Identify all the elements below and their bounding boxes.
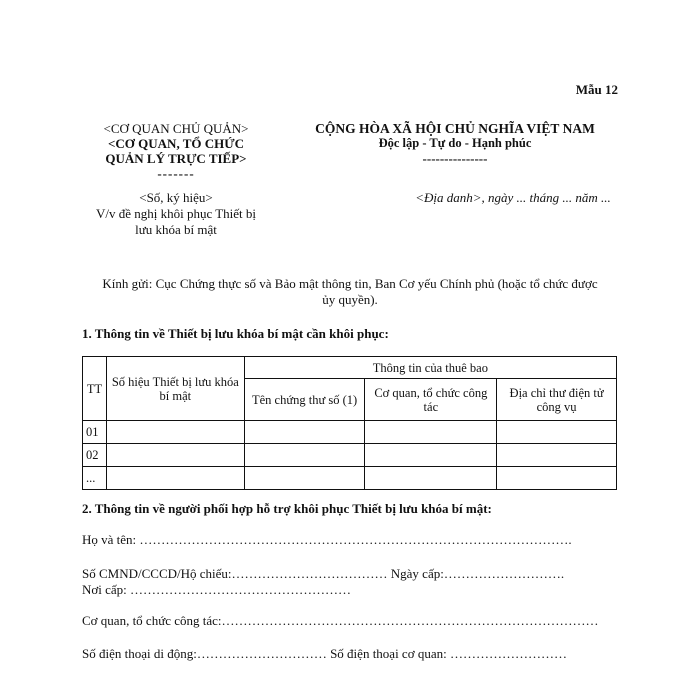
header-tt: TT — [83, 357, 107, 421]
table-cell[interactable] — [365, 444, 497, 467]
governing-agency-header — [84, 121, 268, 181]
organization-field[interactable]: Cơ quan, tổ chức công tác:…………………………………………………………………………… — [82, 613, 599, 628]
full-name-field[interactable]: Họ và tên: ………………………………………………………………………………………. — [82, 532, 572, 547]
table-cell[interactable] — [106, 444, 244, 467]
row-number: 02 — [83, 444, 107, 467]
table-cell[interactable] — [365, 467, 497, 490]
managing-agency-line2: QUẢN LÝ TRỰC TIẾP> — [105, 151, 247, 166]
right-divider: --------------- — [422, 151, 488, 166]
document-number: <Số, ký hiệu> — [139, 190, 213, 205]
table-cell[interactable] — [365, 421, 497, 444]
managing-agency-line1: <CƠ QUAN, TỔ CHỨC — [108, 136, 244, 151]
header-serial-number: Số hiệu Thiết bị lưu khóa bí mật — [106, 357, 244, 421]
left-divider: ------- — [157, 166, 195, 181]
table-row — [83, 444, 617, 467]
table-cell[interactable] — [497, 467, 617, 490]
table-cell[interactable] — [244, 444, 365, 467]
header-email: Địa chỉ thư điện tử công vụ — [497, 379, 617, 421]
table-cell[interactable] — [244, 421, 365, 444]
recipient-block — [84, 276, 616, 308]
table-cell[interactable] — [106, 467, 244, 490]
row-number: ... — [83, 467, 107, 490]
document-code-block — [84, 190, 268, 238]
header-certificate-name: Tên chứng thư số (1) — [244, 379, 365, 421]
national-motto: Độc lập - Tự do - Hạnh phúc — [378, 136, 532, 150]
table-cell[interactable] — [244, 467, 365, 490]
document-subject-line2: lưu khóa bí mật — [135, 222, 217, 237]
header-subscriber-info: Thông tin của thuê bao — [244, 357, 616, 379]
id-number-field[interactable]: Số CMND/CCCD/Hộ chiếu:……………………………… Ngày cấp:………………………. — [82, 566, 565, 581]
table-cell[interactable] — [106, 421, 244, 444]
table-row — [83, 467, 617, 490]
table-cell[interactable] — [497, 421, 617, 444]
recipient-line2: ủy quyền). — [322, 292, 378, 307]
section2-title: 2. Thông tin về người phối hợp hỗ trợ khôi phục Thiết bị lưu khóa bí mật: — [82, 501, 492, 516]
recipient-line1: Kính gửi: Cục Chứng thực số và Bảo mật thông tin, Ban Cơ yếu Chính phủ (hoặc tổ chức được — [102, 276, 598, 291]
header-organization: Cơ quan, tổ chức công tác — [365, 379, 497, 421]
form-number: Mẫu 12 — [575, 82, 618, 97]
row-number: 01 — [83, 421, 107, 444]
national-header — [285, 121, 625, 166]
nation-title: CỘNG HÒA XÃ HỘI CHỦ NGHĨA VIỆT NAM — [315, 121, 595, 136]
phone-numbers-field[interactable]: Số điện thoại di động:………………………… Số điện thoại cơ quan: ……………………… — [82, 646, 567, 661]
table-row — [83, 421, 617, 444]
governing-agency: <CƠ QUAN CHỦ QUẢN> — [103, 121, 249, 136]
issue-place-field[interactable]: Nơi cấp: …………………………………………… — [82, 582, 352, 597]
device-info-table — [82, 356, 617, 490]
place-date-line: <Địa danh>, ngày ... tháng ... năm ... — [415, 190, 611, 205]
document-subject-line1: V/v đề nghị khôi phục Thiết bị — [95, 206, 257, 221]
table-cell[interactable] — [497, 444, 617, 467]
section1-title: 1. Thông tin về Thiết bị lưu khóa bí mật cần khôi phục: — [82, 326, 389, 341]
